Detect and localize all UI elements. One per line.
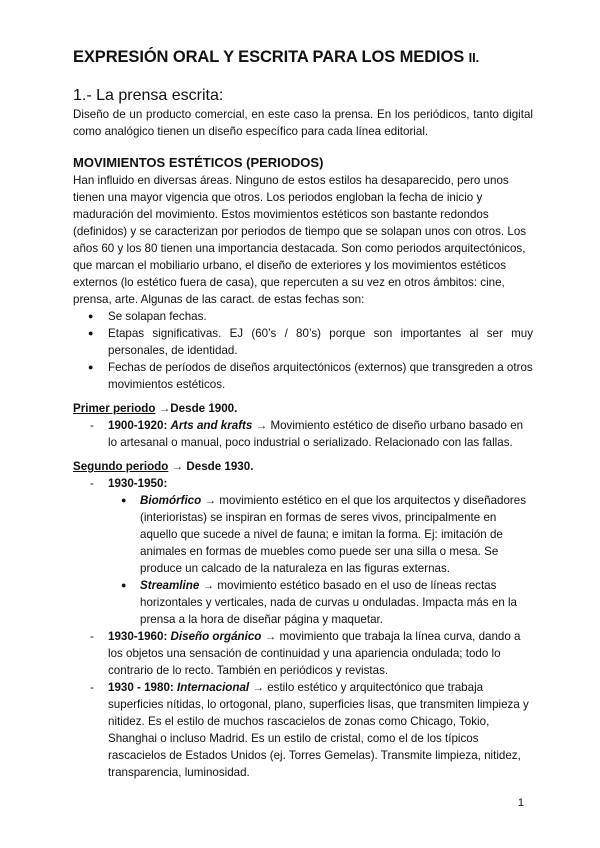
document-title xyxy=(73,48,533,67)
sub-list-item xyxy=(108,492,533,577)
period-since: Desde 1900. xyxy=(170,402,238,415)
item-text: Movimiento estético de diseño urbano basado en lo artesanal o manual, poco industrial o serializado. Relacionado con las fallas. xyxy=(108,419,524,449)
list-item: ● Se solapan fechas. xyxy=(73,308,533,325)
movimientos-body: Han influido en diversas áreas. Ninguno de estos estilos ha desaparecido, pero unos tienen una mayor vigencia que otros. Los periodos engloban la fecha de inicio y maduración del movimiento. Estos movimientos estéticos son bastante redondos (definidos) y se caracterizan por periodos de tiempo que se solapan unos con otros. Los años 60 y los 80 tienen una importancia destacada. Son como periodos arquitectónicos, que marcan el mobiliario urbano, el diseño de exteriores y los movimientos estéticos externos (lo estético fuera de casa), que repercuten a su vez en otros ámbitos: cine, prensa, arte. Algunas de las caract. de estas fechas son: xyxy=(73,174,527,306)
item-style: Streamline xyxy=(140,579,200,592)
item-text: estilo estético y arquitectónico que trabaja superficies nítidas, lo ortogonal, plano, superficies lisas, que transmiten limpieza y nitidez. Es el estilo de muchos rascacielos de zonas como Chicago, Tokio, Shanghai o incluso Madrid. Es un estilo de cristal, como el de los típicos rascacielos de Estados Unidos (ej. Torres Gemelas). Transmite limpieza, nitidez, transparencia, luminosidad. xyxy=(108,681,529,779)
list-item: ● Etapas significativas. EJ (60’s / 80’s) porque son importantes al ser muy personales, de identidad. xyxy=(73,325,533,359)
document-title-suffix: II. xyxy=(468,50,480,65)
section-heading: 1.- La prensa escrita: xyxy=(73,87,224,104)
page-number: 1 xyxy=(517,797,524,809)
arrow-icon: → xyxy=(158,402,171,415)
arrow-icon: → xyxy=(252,681,264,694)
item-style: Arts and krafts xyxy=(170,419,253,432)
item-style: Biomórfico xyxy=(140,494,202,507)
document-title-main: EXPRESIÓN ORAL Y ESCRITA PARA LOS MEDIOS xyxy=(73,48,465,66)
item-years: 1930-1950: xyxy=(108,477,168,490)
sub-list-item xyxy=(108,577,533,628)
list-item xyxy=(73,417,533,451)
item-text: movimiento estético en el que los arquitectos y diseñadores (interioristas) se inspiran en formas de seres vivos, principalmente en aquello que sucede a nivel de fauna; e imitan la forma. Ej: imitación de animales en formas de muebles como puede ser una silla o mesa. Se produce un calcado de la naturaleza en las figuras externas. xyxy=(140,494,527,575)
period-heading-second xyxy=(73,458,533,475)
list-item xyxy=(73,475,533,628)
arrow-icon: → xyxy=(171,460,184,473)
arrow-icon: → xyxy=(255,419,268,432)
period-first-list xyxy=(73,417,533,451)
arrow-icon: → xyxy=(204,494,217,507)
item-style: Internacional xyxy=(176,681,250,694)
list-item xyxy=(73,628,533,679)
period-since: Desde 1930. xyxy=(186,460,254,473)
item-years: 1930 - 1980: xyxy=(108,681,174,694)
period-name: Primer periodo xyxy=(73,402,156,415)
arrow-icon: → xyxy=(202,579,215,592)
page-content xyxy=(73,48,533,781)
list-item xyxy=(73,679,533,781)
item-style: Diseño orgánico xyxy=(170,630,262,643)
sub-list xyxy=(108,492,533,628)
characteristics-list xyxy=(73,308,533,393)
movimientos-heading: MOVIMIENTOS ESTÉTICOS (PERIODOS) xyxy=(73,155,324,170)
item-text: movimiento estético basado en el uso de líneas rectas horizontales y verticales, nada de curvas u onduladas. Impacta más en la prensa a la hora de diseñar página y maquetar. xyxy=(140,579,518,626)
period-second-list xyxy=(73,475,533,781)
item-years: 1900-1920: xyxy=(108,419,168,432)
period-heading-first xyxy=(73,400,533,417)
section-intro: Diseño de un producto comercial, en este caso la prensa. En los periódicos, tanto digital como analógico tienen un diseño específico para cada línea editorial. xyxy=(73,108,533,138)
list-item: ● Fechas de períodos de diseños arquitectónicos (externos) que transgreden a otros movimientos estéticos. xyxy=(73,359,533,393)
item-years: 1930-1960: xyxy=(108,630,168,643)
period-name: Segundo periodo xyxy=(73,460,169,473)
item-text: movimiento que trabaja la línea curva, dando a los objetos una sensación de continuidad y una apariencia ondulada; todo lo contrario de lo recto. También en periódicos y revistas. xyxy=(108,630,521,677)
arrow-icon: → xyxy=(264,630,277,643)
